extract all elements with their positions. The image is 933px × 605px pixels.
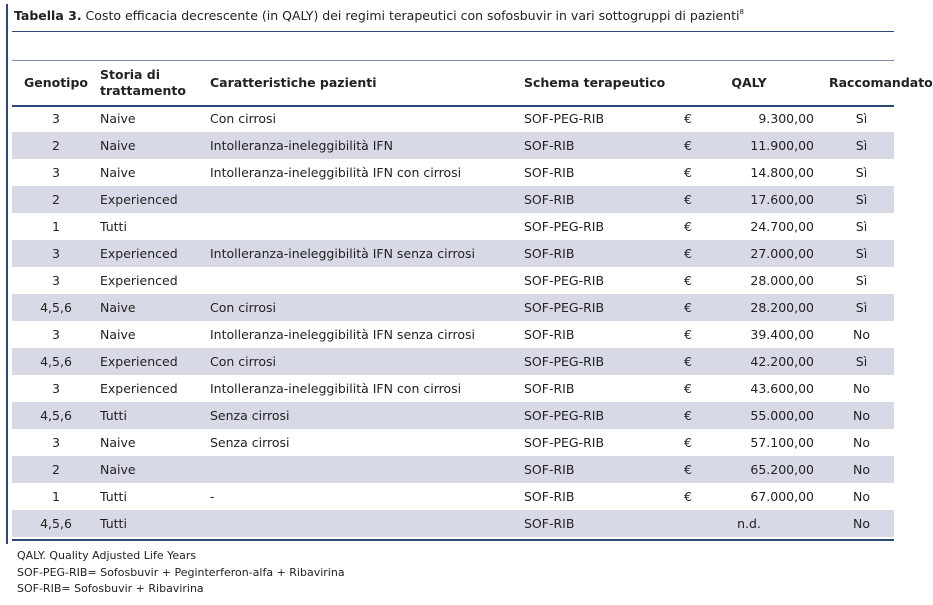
cell-qaly: 27.000,00 <box>749 240 814 267</box>
cell-genotipo: 1 <box>52 219 60 234</box>
table-row <box>12 456 894 483</box>
cell-qaly: 55.000,00 <box>749 402 814 429</box>
cell-schema: SOF-PEG-RIB <box>524 348 684 375</box>
table-row <box>12 159 894 186</box>
cell-schema: SOF-RIB <box>524 240 684 267</box>
cell-euro: € <box>684 294 749 321</box>
cell-spacer <box>814 105 829 132</box>
cell-caratteristiche: Senza cirrosi <box>210 402 524 429</box>
header-row <box>12 61 894 105</box>
cell-raccomandato: Sì <box>829 294 894 321</box>
cell-euro: € <box>684 273 692 288</box>
cell-genotipo: 3 <box>52 111 60 126</box>
cell-euro: € <box>684 348 749 375</box>
cell-qaly: 42.200,00 <box>749 348 814 375</box>
cell-storia: Naive <box>100 327 136 342</box>
cell-schema: SOF-RIB <box>524 510 684 537</box>
cell-qaly: 28.000,00 <box>750 273 814 288</box>
cell-schema: SOF-PEG-RIB <box>524 294 684 321</box>
cell-caratteristiche: Intolleranza-ineleggibilità IFN con cirrosi <box>210 165 462 180</box>
header-raccomandato: Raccomandato <box>829 75 933 90</box>
cell-storia: Tutti <box>100 489 127 504</box>
cell-storia: Experienced <box>100 273 178 288</box>
cell-genotipo: 3 <box>52 381 60 396</box>
cell-caratteristiche: Intolleranza-ineleggibilità IFN senza cirrosi <box>210 240 524 267</box>
table-row <box>12 132 894 159</box>
cell-spacer <box>814 267 829 294</box>
cell-euro: € <box>684 186 749 213</box>
table-row <box>12 186 894 213</box>
table-row <box>12 402 894 429</box>
title-text: Costo efficacia decrescente (in QALY) dei regimi terapeutici con sofosbuvir in vari sottogruppi di pazienti <box>81 8 740 23</box>
cell-raccomandato: No <box>829 510 894 537</box>
cell-storia: Naive <box>100 294 210 321</box>
cell-qaly: n.d. <box>684 510 814 537</box>
table-row <box>12 375 894 402</box>
cell-qaly: 57.100,00 <box>750 435 814 450</box>
header-schema: Schema terapeutico <box>524 75 666 90</box>
cell-euro: € <box>684 402 749 429</box>
cell-spacer <box>814 456 829 483</box>
cell-genotipo: 2 <box>12 456 100 483</box>
cell-spacer <box>814 294 829 321</box>
cell-caratteristiche: - <box>210 489 215 504</box>
cell-schema: SOF-PEG-RIB <box>524 111 605 126</box>
cell-storia: Naive <box>100 111 136 126</box>
cell-caratteristiche: Intolleranza-ineleggibilità IFN con cirrosi <box>210 381 462 396</box>
table-row <box>12 294 894 321</box>
cell-schema: SOF-PEG-RIB <box>524 273 605 288</box>
cell-raccomandato: Sì <box>855 111 868 126</box>
cell-schema: SOF-RIB <box>524 165 575 180</box>
cell-genotipo: 4,5,6 <box>12 348 100 375</box>
cell-qaly: 24.700,00 <box>750 219 814 234</box>
table-row <box>12 267 894 294</box>
cell-qaly: 11.900,00 <box>749 132 814 159</box>
cell-genotipo: 3 <box>52 165 60 180</box>
header-genotipo: Genotipo <box>23 75 89 90</box>
table-title <box>14 8 744 23</box>
cell-storia: Experienced <box>100 240 210 267</box>
cell-genotipo: 2 <box>12 132 100 159</box>
cell-caratteristiche: Con cirrosi <box>210 111 277 126</box>
cell-spacer <box>814 132 829 159</box>
cell-spacer <box>814 429 829 456</box>
cell-storia: Naive <box>100 165 136 180</box>
title-divider <box>12 31 894 32</box>
cell-qaly: 39.400,00 <box>750 327 814 342</box>
cell-euro: € <box>684 381 692 396</box>
cell-schema: SOF-RIB <box>524 186 684 213</box>
cell-raccomandato: Sì <box>829 240 894 267</box>
cell-euro: € <box>684 240 749 267</box>
cell-schema: SOF-RIB <box>524 489 575 504</box>
cell-schema: SOF-RIB <box>524 132 684 159</box>
cell-schema: SOF-PEG-RIB <box>524 402 684 429</box>
cell-raccomandato: Sì <box>855 165 868 180</box>
header-storia <box>100 61 210 105</box>
cell-schema: SOF-PEG-RIB <box>524 435 605 450</box>
cell-genotipo: 4,5,6 <box>12 294 100 321</box>
cell-raccomandato: No <box>853 381 870 396</box>
cell-genotipo: 4,5,6 <box>12 510 100 537</box>
table-row <box>12 213 894 240</box>
cell-raccomandato: No <box>829 456 894 483</box>
cell-spacer <box>814 510 829 537</box>
title-label: Tabella 3. <box>14 8 82 23</box>
cell-storia: Naive <box>100 456 210 483</box>
cell-caratteristiche <box>210 267 524 294</box>
cell-raccomandato: Sì <box>829 348 894 375</box>
cell-caratteristiche: Con cirrosi <box>210 294 524 321</box>
cell-schema: SOF-PEG-RIB <box>524 219 605 234</box>
cell-caratteristiche: Senza cirrosi <box>210 435 290 450</box>
cell-euro: € <box>684 456 749 483</box>
cell-raccomandato: No <box>853 435 870 450</box>
title-ref: 8 <box>739 8 744 16</box>
cell-storia: Naive <box>100 132 210 159</box>
cell-caratteristiche <box>210 456 524 483</box>
cell-spacer <box>814 213 829 240</box>
header-qaly: QALY <box>731 75 767 90</box>
cell-euro: € <box>684 435 692 450</box>
cell-qaly: 67.000,00 <box>750 489 814 504</box>
cell-raccomandato: Sì <box>855 219 868 234</box>
table-row <box>12 321 894 348</box>
cell-qaly: 9.300,00 <box>758 111 814 126</box>
table-row <box>12 348 894 375</box>
note-sof-rib: SOF-RIB= Sofosbuvir + Ribavirina <box>17 582 204 595</box>
table-notes <box>17 548 345 598</box>
cell-genotipo: 3 <box>52 327 60 342</box>
note-sof-peg-rib: SOF-PEG-RIB= Sofosbuvir + Peginterferon-alfa + Ribavirina <box>17 565 345 579</box>
cell-storia: Experienced <box>100 381 178 396</box>
cell-raccomandato: No <box>853 489 870 504</box>
cell-storia: Experienced <box>100 348 210 375</box>
cell-storia: Tutti <box>100 219 127 234</box>
cell-spacer <box>814 348 829 375</box>
cell-genotipo: 4,5,6 <box>12 402 100 429</box>
cell-qaly: 65.200,00 <box>749 456 814 483</box>
cell-caratteristiche: Intolleranza-ineleggibilità IFN senza cirrosi <box>210 327 476 342</box>
cell-raccomandato: Sì <box>855 273 868 288</box>
cell-qaly: 17.600,00 <box>749 186 814 213</box>
cell-schema: SOF-RIB <box>524 381 575 396</box>
cell-spacer <box>814 159 829 186</box>
table-row <box>12 429 894 456</box>
cell-euro: € <box>684 219 692 234</box>
cell-spacer <box>814 321 829 348</box>
cell-spacer <box>814 186 829 213</box>
cell-storia: Tutti <box>100 510 210 537</box>
cell-storia: Naive <box>100 435 136 450</box>
cell-caratteristiche: Con cirrosi <box>210 348 524 375</box>
cell-euro: € <box>684 132 749 159</box>
cell-qaly: 14.800,00 <box>750 165 814 180</box>
table-row <box>12 483 894 510</box>
cell-qaly: 43.600,00 <box>750 381 814 396</box>
cell-storia: Experienced <box>100 186 210 213</box>
cell-genotipo: 1 <box>52 489 60 504</box>
cell-caratteristiche <box>210 510 524 537</box>
cell-euro: € <box>684 111 692 126</box>
cell-raccomandato: Sì <box>829 132 894 159</box>
note-qaly: QALY. Quality Adjusted Life Years <box>17 549 197 562</box>
header-caratteristiche: Caratteristiche pazienti <box>210 75 377 90</box>
cell-caratteristiche: Intolleranza-ineleggibilità IFN <box>210 132 524 159</box>
cell-raccomandato: No <box>829 402 894 429</box>
cell-raccomandato: Sì <box>829 186 894 213</box>
cell-spacer <box>814 375 829 402</box>
cell-caratteristiche <box>210 213 524 240</box>
cell-genotipo: 3 <box>52 435 60 450</box>
header-storia-line2: trattamento <box>100 83 186 98</box>
cell-euro: € <box>684 489 692 504</box>
cell-genotipo: 3 <box>52 273 60 288</box>
header-storia-line1: Storia di <box>100 67 161 82</box>
cell-spacer <box>814 483 829 510</box>
cell-storia: Tutti <box>100 402 210 429</box>
cell-schema: SOF-RIB <box>524 327 575 342</box>
table-row <box>12 240 894 267</box>
cell-genotipo: 2 <box>12 186 100 213</box>
cell-spacer <box>814 240 829 267</box>
cell-caratteristiche <box>210 186 524 213</box>
table-row <box>12 105 894 132</box>
cost-effectiveness-table <box>12 61 933 537</box>
cell-genotipo: 3 <box>12 240 100 267</box>
table-row <box>12 510 894 537</box>
table-body <box>12 105 894 537</box>
cell-euro: € <box>684 327 692 342</box>
cell-spacer <box>814 402 829 429</box>
cell-qaly: 28.200,00 <box>749 294 814 321</box>
cell-raccomandato: No <box>853 327 870 342</box>
cell-schema: SOF-RIB <box>524 456 684 483</box>
table-bottom-rule <box>12 539 894 541</box>
cell-euro: € <box>684 165 692 180</box>
